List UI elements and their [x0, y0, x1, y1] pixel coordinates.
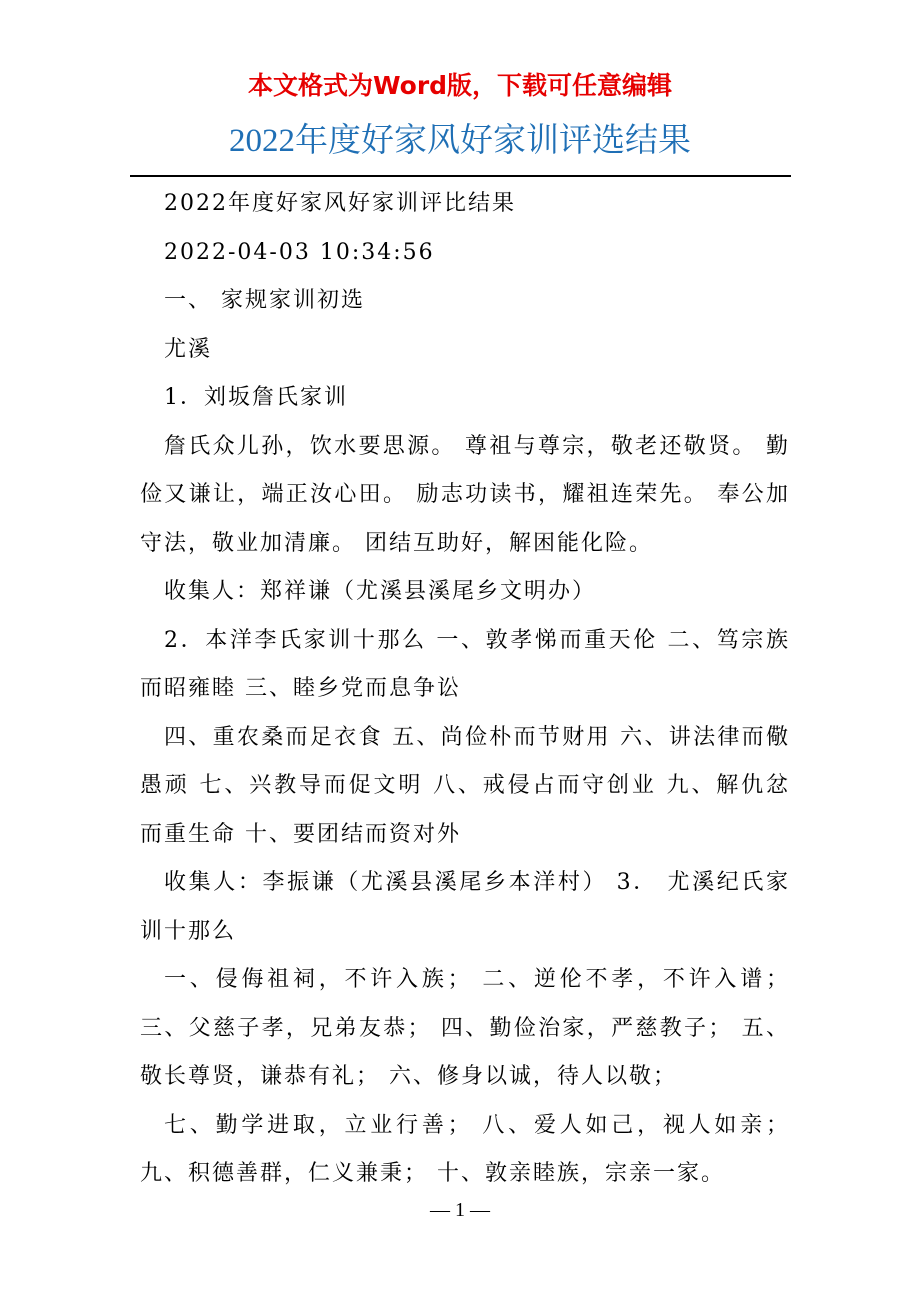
- region-heading: 尤溪: [164, 336, 213, 362]
- document-title: 2022年度好家风好家训评选结果: [229, 123, 691, 159]
- format-banner: 本文格式为Word版，下载可任意编辑: [247, 71, 673, 100]
- item-heading-1: 1．刘坂詹氏家训: [164, 385, 348, 410]
- paragraph-li-family-rules-part1: 2．本洋李氏家训十那么 一、敦孝悌而重天伦 二、笃宗族而昭雍睦 三、睦乡党而息争讼: [140, 627, 790, 701]
- paragraph-ji-family-rules-part2: 七、勤学进取，立业行善； 八、爱人如己，视人如亲；九、积德善群，仁义兼秉； 十、敦亲睦族，宗亲一家。: [140, 1112, 790, 1186]
- paragraph-subtitle: 2022年度好家风好家训评比结果: [164, 191, 516, 216]
- collector-line-1: 收集人：郑祥谦（尤溪县溪尾乡文明办）: [164, 579, 597, 604]
- section-heading: 一、 家规家训初选: [164, 288, 365, 313]
- title-divider: [130, 175, 791, 177]
- paragraph-ji-family-rules-part1: 一、侵侮祖祠，不许入族； 二、逆伦不孝，不许入谱；三、父慈子孝，兄弟友恭； 四、勤俭治家，严慈教子； 五、敬长尊贤，谦恭有礼； 六、修身以诚，待人以敬；: [140, 967, 790, 1089]
- paragraph-timestamp: 2022-04-03 10:34:56: [164, 239, 435, 265]
- paragraph-zhan-family-rules: 詹氏众儿孙，饮水要思源。 尊祖与尊宗，敬老还敬贤。 勤俭又谦让，端正汝心田。 励志功读书，耀祖连荣先。 奉公加守法，敬业加清廉。 团结互助好，解困能化险。: [140, 433, 790, 556]
- page-number: — 1 —: [430, 1199, 490, 1221]
- document-body: [140, 180, 790, 1199]
- collector-line-2: 收集人：李振谦（尤溪县溪尾乡本洋村） 3． 尤溪纪氏家训十那么: [140, 870, 790, 944]
- paragraph-li-family-rules-part2: 四、重农桑而足衣食 五、尚俭朴而节财用 六、讲法律而儆愚顽 七、兴教导而促文明 八、戒侵占而守创业 九、解仇忿而重生命 十、要团结而资对外: [140, 724, 790, 847]
